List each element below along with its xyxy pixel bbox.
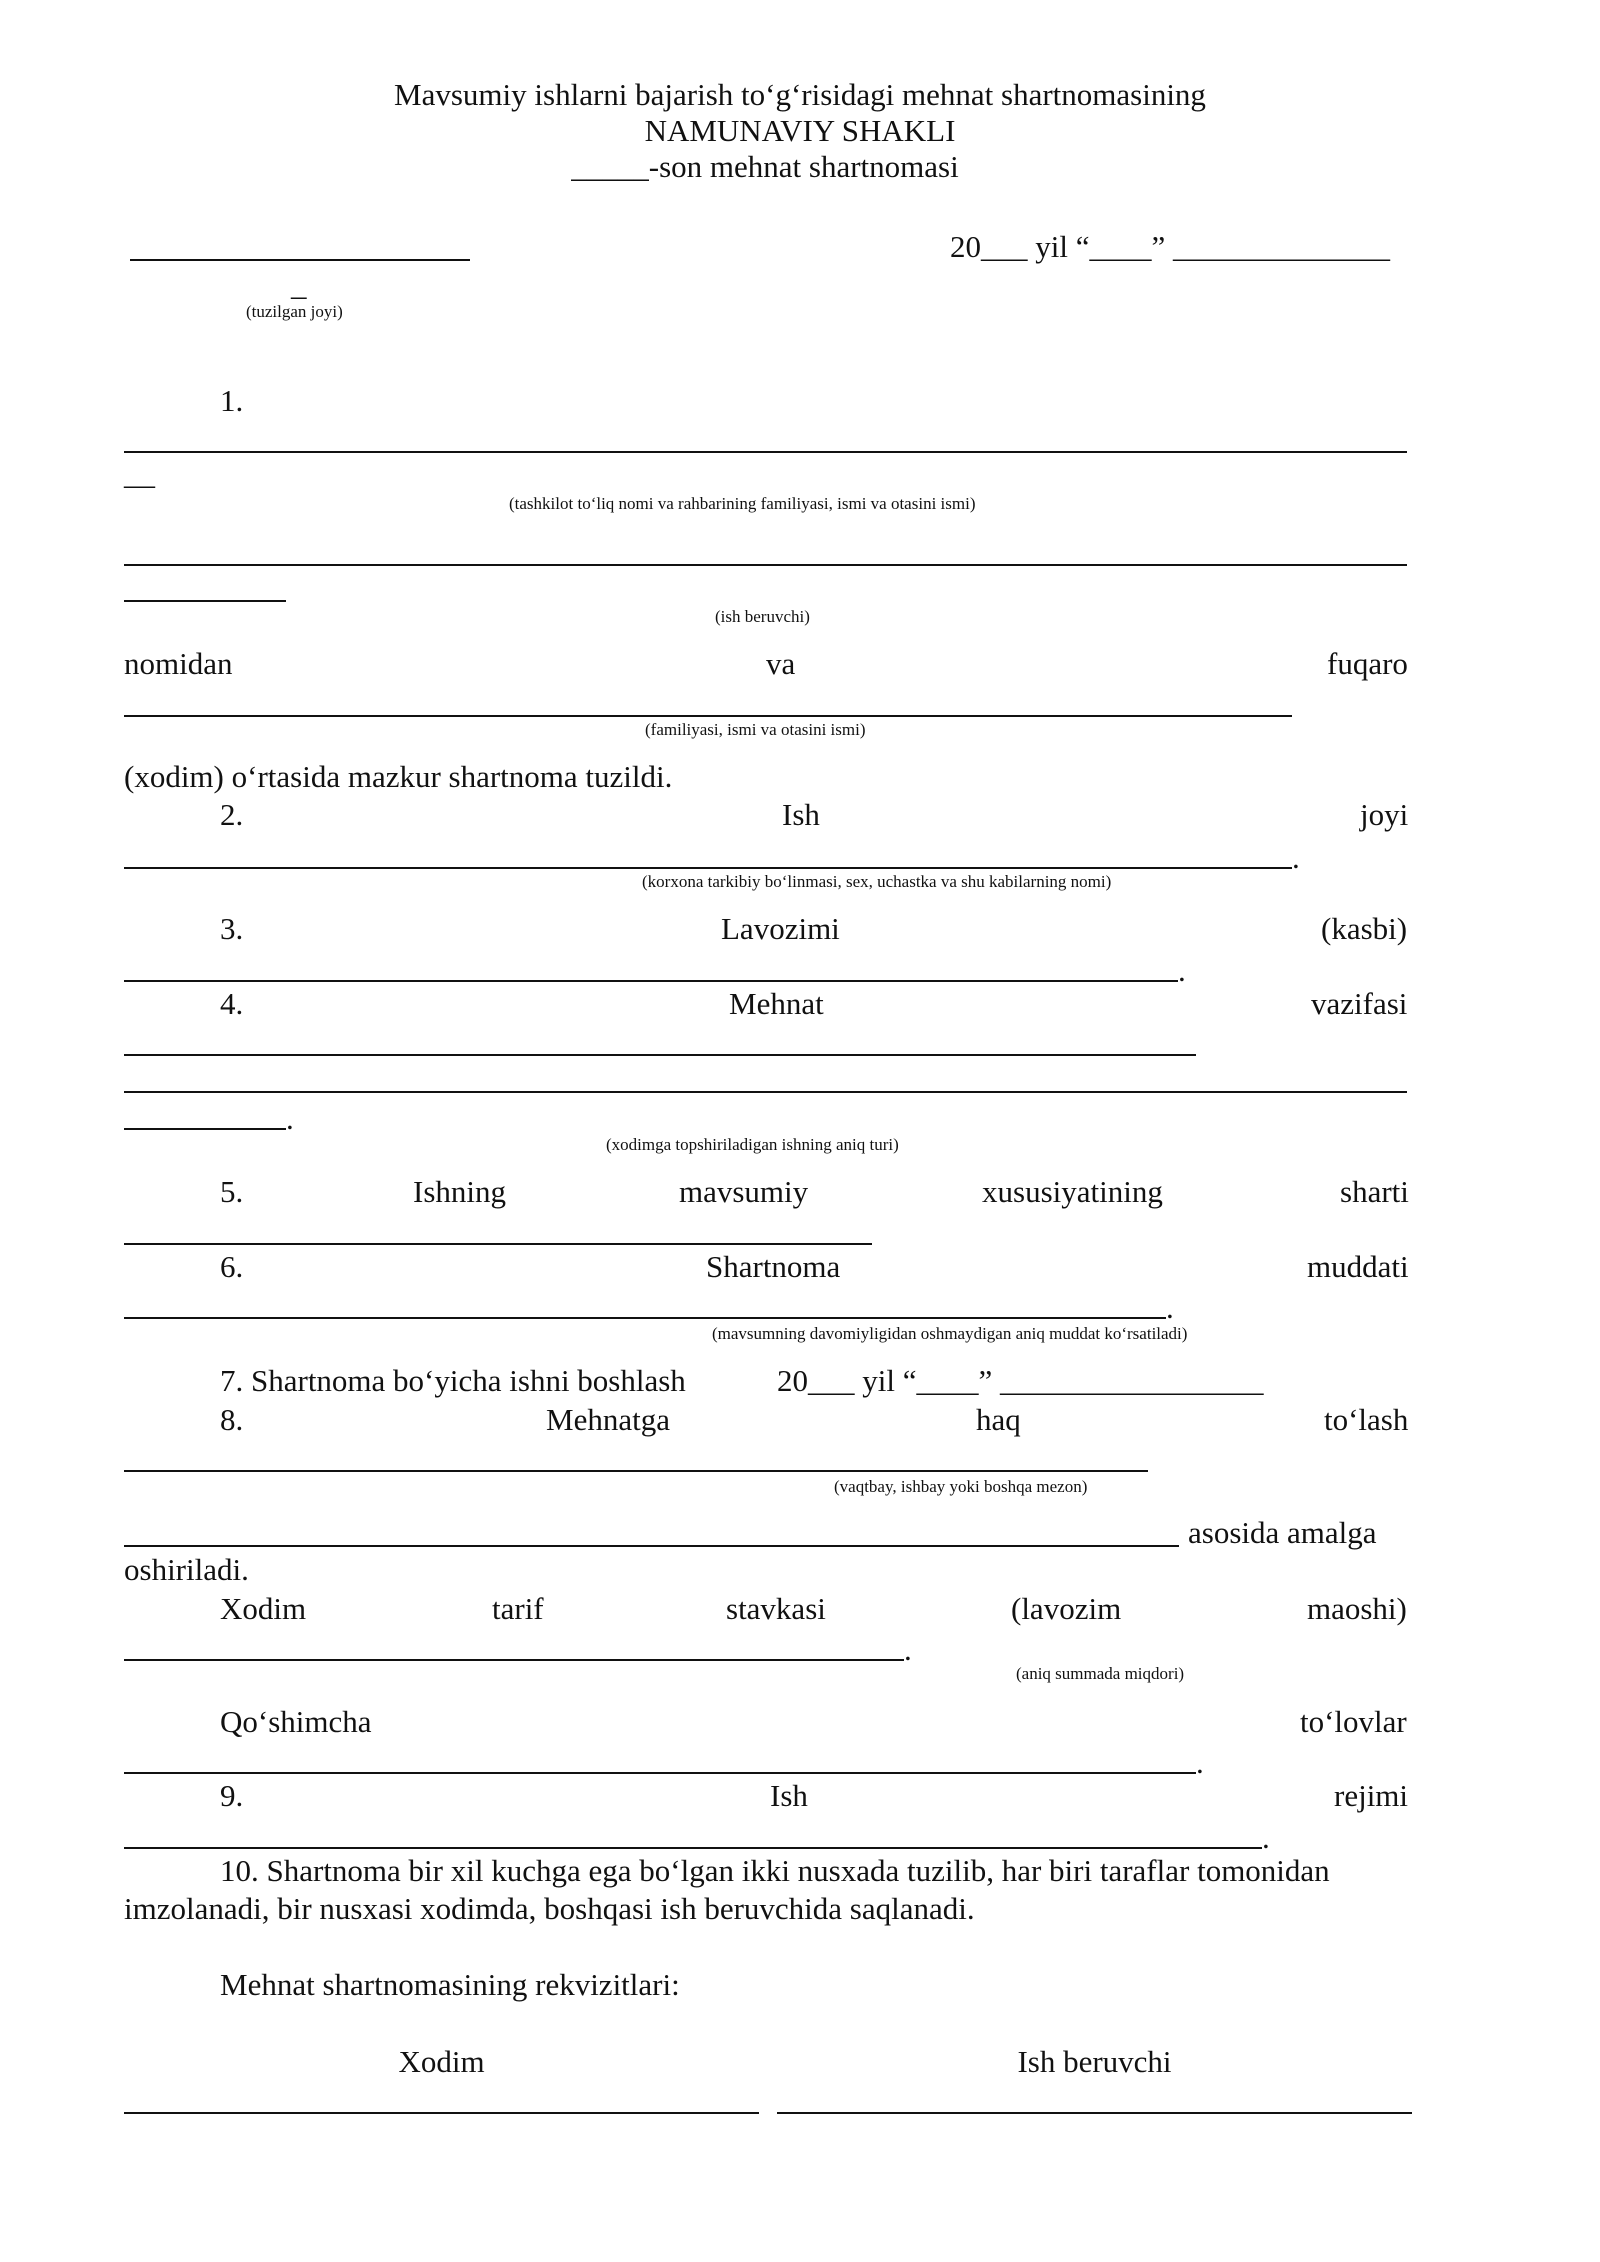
signature-label-ish-beruvchi: Ish beruvchi <box>1017 2044 1172 2079</box>
item5-word-mavsumiy: mavsumiy <box>679 1174 809 1209</box>
item1-word-fuqaro: fuqaro <box>1327 646 1408 681</box>
item8-asosida: asosida amalga <box>1188 1515 1377 1550</box>
item8-line4 <box>124 1772 1196 1774</box>
item8-word-xodim: Xodim <box>220 1591 307 1626</box>
signature-line-xodim <box>124 2112 759 2114</box>
doc-title-line1: Mavsumiy ishlarni bajarish to‘g‘risidagi mehnat shartnomasining <box>394 77 1206 112</box>
item5-word-sharti: sharti <box>1340 1174 1409 1209</box>
item4-period: . <box>286 1101 294 1136</box>
item2-number: 2. <box>220 797 244 832</box>
item1-name-line <box>124 715 1292 717</box>
item8-period1: . <box>904 1632 912 1667</box>
item3-period: . <box>1178 953 1186 988</box>
item8-word-tolash: to‘lash <box>1324 1402 1409 1437</box>
item8-line1 <box>124 1470 1148 1472</box>
item7-text: 7. Shartnoma bo‘yicha ishni boshlash <box>220 1363 686 1398</box>
place-line <box>130 259 470 261</box>
item6-caption: (mavsumning davomiyligidan oshmaydigan aniq muddat ko‘rsatiladi) <box>712 1324 1188 1343</box>
item6-period: . <box>1166 1290 1174 1325</box>
item9-word-ish: Ish <box>770 1778 808 1813</box>
item10-line1: 10. Shartnoma bir xil kuchga ega bo‘lgan ikki nusxada tuzilib, har biri taraflar tomonidan <box>220 1853 1330 1888</box>
item7-date: 20___ yil “____” _________________ <box>777 1363 1264 1398</box>
item8-word-tolovlar: to‘lovlar <box>1300 1704 1407 1739</box>
item9-word-rejimi: rejimi <box>1334 1778 1409 1813</box>
item1-number: 1. <box>220 383 244 418</box>
item1-caption-employer: (ish beruvchi) <box>715 607 810 626</box>
item1-caption-org: (tashkilot to‘liq nomi va rahbarining familiyasi, ismi va otasini ismi) <box>509 494 976 513</box>
item1-caption-name: (familiyasi, ismi va otasini ismi) <box>645 720 866 739</box>
item2-word-joyi: joyi <box>1360 797 1409 832</box>
item1-word-va: va <box>766 646 796 681</box>
signature-line-ish-beruvchi <box>777 2112 1412 2114</box>
item8-caption-summa: (aniq summada miqdori) <box>1016 1664 1185 1683</box>
item5-number: 5. <box>220 1174 244 1209</box>
item9-period: . <box>1262 1820 1270 1855</box>
item1-word-nomidan: nomidan <box>124 646 233 681</box>
item8-number: 8. <box>220 1402 244 1437</box>
item9-number: 9. <box>220 1778 244 1813</box>
item8-oshiriladi: oshiriladi. <box>124 1552 249 1587</box>
place-caption: (tuzilgan joyi) <box>246 302 343 321</box>
item4-line2 <box>124 1091 1407 1093</box>
doc-title-line2: NAMUNAVIY SHAKLI <box>644 113 956 148</box>
item1-line2 <box>124 564 1407 566</box>
doc-title-line3: _____-son mehnat shartnomasi <box>571 149 959 184</box>
item8-word-tarif: tarif <box>492 1591 544 1626</box>
item8-caption-mezon: (vaqtbay, ishbay yoki boshqa mezon) <box>834 1477 1088 1496</box>
item4-line3 <box>124 1128 286 1130</box>
item2-line <box>124 867 1292 869</box>
item8-word-qoshimcha: Qo‘shimcha <box>220 1704 372 1739</box>
item8-word-lavozim: (lavozim <box>1011 1591 1122 1626</box>
item5-line <box>124 1243 872 1245</box>
item3-line <box>124 980 1178 982</box>
item2-period: . <box>1292 840 1300 875</box>
item8-line3 <box>124 1659 904 1661</box>
item1-closing: (xodim) o‘rtasida mazkur shartnoma tuzildi. <box>124 759 673 794</box>
item1-line1 <box>124 451 1407 453</box>
item1-line3 <box>124 600 286 602</box>
requisites-heading: Mehnat shartnomasining rekvizitlari: <box>220 1967 680 2002</box>
item6-word-muddati: muddati <box>1307 1249 1409 1284</box>
item8-word-maoshi: maoshi) <box>1307 1591 1407 1626</box>
item3-word-kasbi: (kasbi) <box>1321 911 1408 946</box>
item3-word-lavozimi: Lavozimi <box>721 911 840 946</box>
signature-label-xodim: Xodim <box>398 2044 485 2079</box>
item8-word-mehnatga: Mehnatga <box>546 1402 670 1437</box>
date-line: 20___ yil “____” ______________ <box>950 229 1390 264</box>
item4-word-mehnat: Mehnat <box>729 986 824 1021</box>
item1-line1-tail: __ <box>124 456 155 491</box>
item6-line <box>124 1317 1166 1319</box>
item5-word-ishning: Ishning <box>413 1174 506 1209</box>
item2-caption: (korxona tarkibiy bo‘linmasi, sex, uchastka va shu kabilarning nomi) <box>642 872 1112 891</box>
item8-line2 <box>124 1545 1179 1547</box>
item10-line2: imzolanadi, bir nusxasi xodimda, boshqasi ish beruvchida saqlanadi. <box>124 1891 975 1926</box>
item5-word-xususiyatining: xususiyatining <box>982 1174 1163 1209</box>
item9-line <box>124 1847 1262 1849</box>
item8-period2: . <box>1196 1745 1204 1780</box>
item8-word-stavkasi: stavkasi <box>726 1591 826 1626</box>
item2-word-ish: Ish <box>782 797 820 832</box>
item6-number: 6. <box>220 1249 244 1284</box>
place-line-tail: _ <box>291 267 307 302</box>
item6-word-shartnoma: Shartnoma <box>706 1249 841 1284</box>
item4-number: 4. <box>220 986 244 1021</box>
item8-word-haq: haq <box>976 1402 1021 1437</box>
item3-number: 3. <box>220 911 244 946</box>
item4-word-vazifasi: vazifasi <box>1311 986 1408 1021</box>
item4-caption: (xodimga topshiriladigan ishning aniq turi) <box>606 1135 899 1154</box>
item4-line1 <box>124 1054 1196 1056</box>
